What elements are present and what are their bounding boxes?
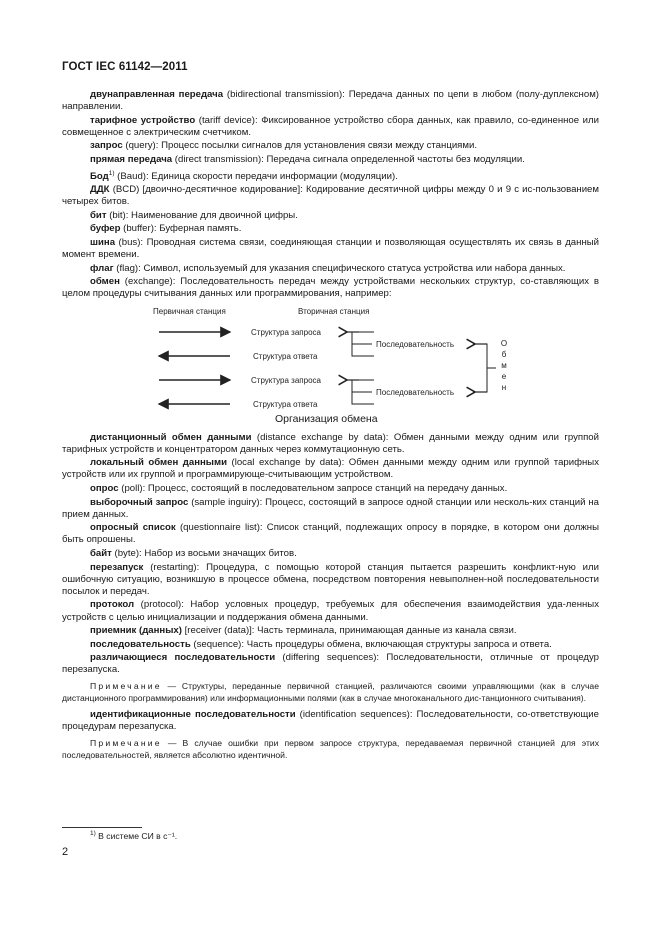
definition-entry bbox=[62, 522, 599, 546]
definition-entry bbox=[62, 497, 599, 521]
definition-text: (exchange): Последовательность передач между устройствами нескольких структур, со-ставляющих в целом процедуры считывания данных или программирования, например: bbox=[62, 276, 599, 300]
definition-text: (identification sequences): Последовательности, со-ответствующие процедурам перезапуска. bbox=[62, 709, 599, 733]
term: прямая передача bbox=[90, 153, 173, 165]
label-response-2: Структура ответа bbox=[253, 399, 318, 409]
note-text: — В случае ошибки при первом запросе структура, передаваемая первичной станцией для этих последовательностей, является абсолютно идентичной. bbox=[62, 738, 599, 760]
definition-entry bbox=[62, 276, 599, 300]
definition-entry bbox=[62, 625, 599, 637]
term: шина bbox=[90, 237, 116, 249]
note-2 bbox=[62, 738, 599, 761]
term: обмен bbox=[90, 276, 120, 288]
term: локальный обмен данными bbox=[90, 457, 227, 469]
label-secondary-station: Вторичная станция bbox=[298, 306, 370, 316]
definitions-group-a bbox=[62, 89, 599, 183]
term: последовательность bbox=[90, 638, 191, 650]
definition-text: (buffer): Буферная память. bbox=[120, 223, 242, 235]
term: идентификационные последовательности bbox=[90, 709, 296, 721]
term: запрос bbox=[90, 140, 123, 152]
vertical-letter: б bbox=[501, 349, 507, 359]
definition-text: (tariff device): Фиксированное устройство сбора данных, как правило, со-единенное или совмещенное с электрическим счетчиком. bbox=[62, 114, 599, 138]
definition-text: (bit): Наименование для двоичной цифры. bbox=[106, 209, 298, 221]
definition-text: (byte): Набор из восьми значащих битов. bbox=[111, 547, 297, 559]
definition-text: (sample inguiry): Процесс, состоящий в запросе одной станции или несколь-ких станций на прием данных. bbox=[62, 496, 599, 520]
term: приемник (данных) bbox=[90, 625, 182, 637]
label-primary-station: Первичная станция bbox=[153, 306, 226, 316]
footnote-divider bbox=[62, 827, 142, 828]
term: опросный список bbox=[90, 522, 176, 534]
term: выборочный запрос bbox=[90, 496, 189, 508]
definition-text: (questionnaire list): Список станций, подлежащих опросу в порядке, в котором они должны быть опрошены. bbox=[62, 522, 599, 546]
term: протокол bbox=[90, 599, 135, 611]
definitions-group-c bbox=[62, 432, 599, 677]
vertical-letter: е bbox=[501, 372, 507, 382]
term: байт bbox=[90, 547, 112, 559]
definition-entry-baud bbox=[62, 168, 599, 183]
definition-entry bbox=[62, 709, 599, 733]
definition-text: (protocol): Набор условных процедур, требуемых для обеспечения взаимодействия уда-ленных устройств с целью инициализации и поддержания обмена данными. bbox=[62, 599, 599, 623]
definition-entry bbox=[62, 562, 599, 598]
definition-entry bbox=[62, 432, 599, 456]
definition-text: (poll): Процесс, состоящий в последовательном запросе станций на передачу данных. bbox=[118, 483, 508, 494]
term: двунаправленная передача bbox=[90, 89, 224, 100]
diagram-caption: Организация обмена bbox=[275, 412, 378, 425]
term: опрос bbox=[90, 483, 119, 494]
definition-entry bbox=[62, 652, 599, 676]
footnote bbox=[90, 830, 177, 842]
definition-entry bbox=[62, 599, 599, 623]
label-sequence-2: Последовательность bbox=[376, 387, 454, 397]
label-exchange-vertical bbox=[499, 338, 509, 394]
definition-text: (bus): Проводная система связи, соединяющая станции и позволяющая осуществлять их связь в данный момент времени. bbox=[62, 237, 599, 261]
definition-entry bbox=[62, 457, 599, 481]
term: бит bbox=[90, 209, 107, 221]
term: перезапуск bbox=[90, 561, 144, 573]
definition-text: (direct transmission): Передача сигнала определенной частоты без модуляции. bbox=[172, 153, 525, 165]
label-request-1: Структура запроса bbox=[251, 327, 321, 337]
definition-entry bbox=[62, 237, 599, 261]
note-label: Примечание bbox=[90, 738, 162, 749]
definition-text: (distance exchange by data): Обмен данными между одним или группой тарифных устройств и концентратором данных через коммутационную сеть. bbox=[62, 431, 599, 455]
term: различающиеся последовательности bbox=[90, 652, 276, 664]
definition-entry bbox=[62, 223, 599, 235]
footnote-marker: 1) bbox=[90, 830, 96, 837]
definition-entry bbox=[62, 639, 599, 651]
vertical-letter: О bbox=[500, 338, 508, 348]
definition-text: (query): Процесс посылки сигналов для установления связи между станциями. bbox=[122, 140, 477, 152]
definition-text: (bidirectional transmission): Передача данных по цепи в любом (полу-дуплексном) направлении. bbox=[62, 89, 599, 113]
definition-text: (differing sequences): Последовательности, отличные от процедур перезапуска. bbox=[62, 652, 599, 676]
label-sequence-1: Последовательность bbox=[376, 339, 454, 349]
vertical-letter: м bbox=[501, 361, 507, 370]
term: тарифное устройство bbox=[90, 114, 196, 126]
note-1 bbox=[62, 681, 599, 704]
page-number: 2 bbox=[62, 846, 69, 858]
document-body bbox=[62, 89, 599, 766]
definition-text: (BCD) [двоично-десятичное кодирование]: Кодирование десятичной цифры между 0 и 9 с ис-пользованием четырех битов. bbox=[62, 184, 599, 208]
exchange-diagram bbox=[62, 303, 599, 428]
note-text: — Структуры, переданные первичной станцией, различаются своими управляющими (как в случае дистанционного программирования) или информационными полями (как в случае многоканального дис-танционного считывания). bbox=[62, 681, 599, 703]
definitions-group-b bbox=[62, 184, 599, 300]
definition-entry bbox=[62, 210, 599, 222]
definition-text: (sequence): Часть процедуры обмена, включающая структуры запроса и ответа. bbox=[190, 638, 552, 650]
definition-text: (Baud): Единица скорости передачи информации (модуляции). bbox=[114, 170, 398, 182]
term: флаг bbox=[90, 262, 114, 274]
footnote-text: В системе СИ в с⁻¹. bbox=[95, 830, 178, 841]
bracket-exchange bbox=[473, 344, 487, 392]
definition-entry bbox=[62, 263, 599, 275]
definition-text: (restarting): Процедура, с помощью которой станция пытается разрешить конфликт-ную или ошибочную ситуацию, возникшую в процессе обмена, посредством повторения невыполнен-ной последовательности посылок и передач. bbox=[62, 561, 599, 597]
term: буфер bbox=[90, 223, 121, 235]
note-label: Примечание bbox=[90, 681, 162, 692]
definition-entry bbox=[62, 548, 599, 560]
definition-entry bbox=[62, 115, 599, 139]
footnote-marker: 1) bbox=[108, 169, 115, 177]
document-header: ГОСТ IEC 61142—2011 bbox=[62, 61, 188, 73]
label-response-1: Структура ответа bbox=[253, 351, 318, 361]
term: Бод bbox=[90, 170, 109, 182]
exchange-diagram-lines bbox=[62, 303, 599, 428]
definition-entry bbox=[62, 483, 599, 495]
definition-entry bbox=[62, 184, 599, 208]
definition-text: (flag): Символ, используемый для указания специфического статуса устройства или набора данных. bbox=[113, 262, 566, 274]
definition-text: (local exchange by data): Обмен данными между одним или группой тарифных устройств или их группой и программирующе-считывающим устройством. bbox=[62, 457, 599, 481]
definition-entry bbox=[62, 154, 599, 166]
label-request-2: Структура запроса bbox=[251, 375, 321, 385]
definition-entry bbox=[62, 140, 599, 152]
term: ДДК bbox=[90, 184, 110, 196]
definition-entry bbox=[62, 89, 599, 113]
vertical-letter: н bbox=[501, 383, 507, 393]
term: дистанционный обмен данными bbox=[90, 431, 252, 443]
definition-text: [receiver (data)]: Часть терминала, принимающая данные из канала связи. bbox=[181, 625, 517, 637]
